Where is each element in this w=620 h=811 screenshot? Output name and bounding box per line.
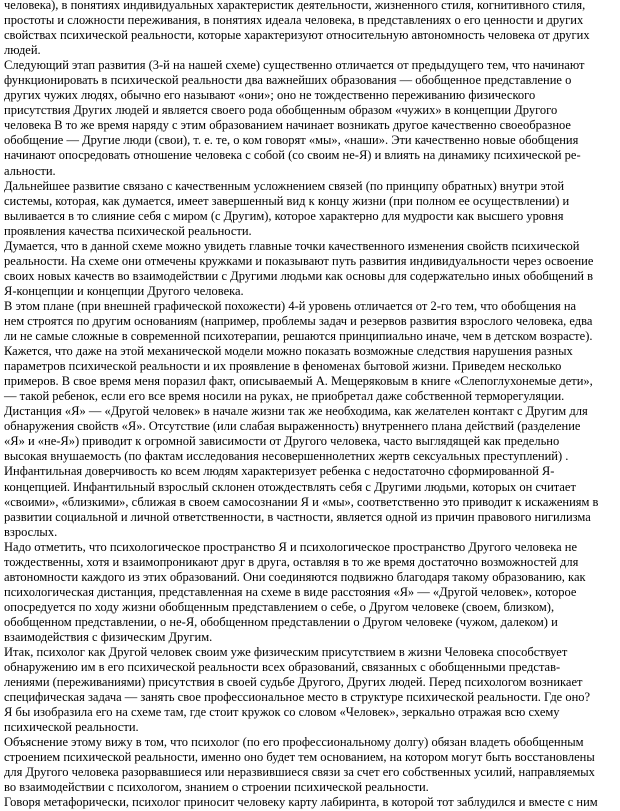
text-line: выливается в то слияние себя с миром (с Другим), которое характерно для мудрости как высшего уровня bbox=[4, 208, 564, 223]
paragraph bbox=[4, 239, 616, 299]
text-line: взаимодействия с физическим Другим. bbox=[4, 629, 213, 644]
text-line: психической реальности. bbox=[4, 720, 139, 735]
text-line: для Другого человека разорвавшиеся или неразвившиеся связи за счет его собственных усилий, направляемых bbox=[4, 765, 595, 780]
paragraph bbox=[4, 179, 616, 239]
text-line: функционировать в психической реальности два важнейших образования — обобщенное представление о bbox=[4, 73, 572, 88]
text-line: обнаружения свойств «Я». Отсутствие (или слабая выраженность) внутреннего плана действий (разделение bbox=[4, 419, 581, 434]
paragraph bbox=[4, 645, 616, 735]
text-line: Я-концепции и концепции Другого человека. bbox=[4, 283, 244, 298]
text-line: Объяснение этому вижу в том, что психолог (по его профессиональному долгу) обязан владеть обобщенным bbox=[4, 735, 584, 750]
text-line: Я бы изобразила его на схеме там, где стоит кружок со словом «Человек», зеркально отражая всю схему bbox=[4, 705, 560, 720]
text-line: Думается, что в данной схеме можно увидеть главные точки качественного изменения свойств психической bbox=[4, 238, 580, 253]
text-line: автономности каждого из этих образований. Они соединяются подвижно благодаря такому образованию, как bbox=[4, 569, 586, 584]
text-line: тождественны, хотя и взаимопроникают друг в друга, оставляя в то же время достаточно возможностей для bbox=[4, 554, 579, 569]
text-line: свойствах психической реальности, которые характеризуют относительную автономность человека от других bbox=[4, 28, 590, 43]
text-line: строением психической реальности, именно оно будет тем основанием, на котором могут быть восстановлены bbox=[4, 750, 595, 765]
document-page bbox=[4, 0, 616, 811]
text-line: обобщенном представлении, о не-Я, обобщенном представлении о Другом человеке (чужом, далеком) и bbox=[4, 614, 558, 629]
text-line: Надо отметить, что психологическое пространство Я и психологическое пространство Другого человека не bbox=[4, 539, 578, 554]
text-line: человека В то же время наряду с этим образованием начинает возникать другое качественно своеобразное bbox=[4, 118, 571, 133]
text-line: людей. bbox=[4, 43, 41, 58]
text-line: Дальнейшее развитие связано с качественным усложнением связей (по принципу обратных) внутри этой bbox=[4, 178, 565, 193]
paragraph bbox=[4, 735, 616, 795]
paragraph bbox=[4, 0, 616, 58]
text-line: во взаимодействии с психологом, знанием о строении психической реальности. bbox=[4, 780, 429, 795]
text-line: Дистанция «Я» — «Другой человек» в начале жизни так же необходима, как желателен контакт с Другим для bbox=[4, 404, 588, 419]
text-line: других чужих людях, обычно его называют «они»; оно не тождественно переживанию физического bbox=[4, 88, 536, 103]
text-line: примеров. В свое время меня поразил факт, описываемый А. Мещеряковым в книге «Слепоглухонемые дети», bbox=[4, 374, 593, 389]
text-line: присутствия Других людей и является своего рода обобщенным образом «чужих» в концепции Другого bbox=[4, 103, 558, 118]
text-line: альности. bbox=[4, 163, 56, 178]
text-line: параметров психической реальности и их проявление в феноменах бытовой жизни. Приведем несколько bbox=[4, 359, 562, 374]
paragraph bbox=[4, 299, 616, 344]
text-line: психологическая дистанция, представленная на схеме в виде расстояния «Я» — «Другой человек», которое bbox=[4, 584, 577, 599]
text-line: Инфантильная доверчивость ко всем людям характеризует ребенка с недостаточно сформированной Я- bbox=[4, 464, 555, 479]
paragraph bbox=[4, 58, 616, 178]
text-line: В этом плане (при внешней графической похожести) 4-й уровень отличается от 2-го тем, что обобщения на bbox=[4, 298, 577, 313]
text-line: нем строятся по другим основаниям (например, проблемы задач и резервов развития взрослого человека, едва bbox=[4, 313, 593, 328]
text-line: начинают опосредовать отношение человека с собой (со своим не-Я) и влиять на динамику психической ре- bbox=[4, 148, 581, 163]
text-line: «своими», «близкими», сближая в своем самосознании Я и «мы», соответственно это приводит к искажениям в bbox=[4, 494, 599, 509]
text-line: Кажется, что даже на этой механической модели можно показать возможные следствия нарушения разных bbox=[4, 344, 573, 359]
text-line: концепцией. Инфантильный взрослый склонен отождествлять себя с Другими людьми, которых он считает bbox=[4, 479, 576, 494]
text-line: Следующий этап развития (3-й на нашей схеме) существенно отличается от предыдущего тем, что начинают bbox=[4, 58, 585, 73]
text-line: лениями (переживаниями) присутствия в своей судьбе Другого, Других людей. Перед психологом возникает bbox=[4, 675, 583, 690]
text-line: Итак, психолог как Другой человек своим уже физическим присутствием в жизни Человека способствует bbox=[4, 645, 568, 660]
text-line: проявления качества психической реальности. bbox=[4, 223, 252, 238]
text-line: опосредуется по ходу жизни обобщенным представлением о себе, о Другом человеке (своем, близком), bbox=[4, 599, 555, 614]
text-line: высокая внушаемость (по фактам исследования несовершеннолетних жертв сексуальных преступлений) . bbox=[4, 449, 569, 464]
text-line: обнаружению им в его психической реальности всех образований, связанных с обобщенными представ- bbox=[4, 660, 561, 675]
paragraph bbox=[4, 344, 616, 404]
text-line: Говоря метафорически, психолог приносит человеку карту лабиринта, в которой тот заблудился и вместе с ним bbox=[4, 795, 598, 810]
text-line: простоты и сложности переживания, в понятиях идеала человека, в представлениях о его ценности и других bbox=[4, 13, 584, 28]
text-line: ли не самые сложные в современной психотерапии, решаются принципиально иначе, чем в детском возрасте). bbox=[4, 329, 593, 344]
paragraph bbox=[4, 404, 616, 464]
text-line: системы, которая, как думается, имеет завершенный вид к концу жизни (при полном ее осуществлении) и bbox=[4, 193, 570, 208]
text-line: специфическая задача — занять свое профессиональное место в структуре психической реальности. Где оно? bbox=[4, 690, 591, 705]
text-line: человека), в понятиях индивидуальных характеристик деятельности, жизненного стиля, когнитивного стиля, bbox=[4, 0, 586, 12]
text-line: взрослых. bbox=[4, 524, 58, 539]
paragraph bbox=[4, 795, 616, 810]
text-line: своих новых качеств во взаимодействии с Другими людьми как основы для содержательно иных обобщений в bbox=[4, 268, 593, 283]
text-line: развитии социальной и личной ответственности, в частности, является одной из причин правового нигилизма bbox=[4, 509, 591, 524]
text-line: обобщение — Другие люди (свои), т. е. те, о ком говорят «мы», «наши». Эти качественно новые обобщения bbox=[4, 133, 579, 148]
paragraph bbox=[4, 464, 616, 539]
text-line: реальности. На схеме они отмечены кружками и показывают путь развития индивидуальности через освоение bbox=[4, 253, 594, 268]
text-line: — такой ребенок, если его все время носили на руках, не приобретал даже собственной терморегуляции. bbox=[4, 389, 565, 404]
text-line: «Я» и «не-Я») приводит к огромной зависимости от Другого человека, часто выглядящей как предельно bbox=[4, 434, 560, 449]
paragraph bbox=[4, 540, 616, 645]
